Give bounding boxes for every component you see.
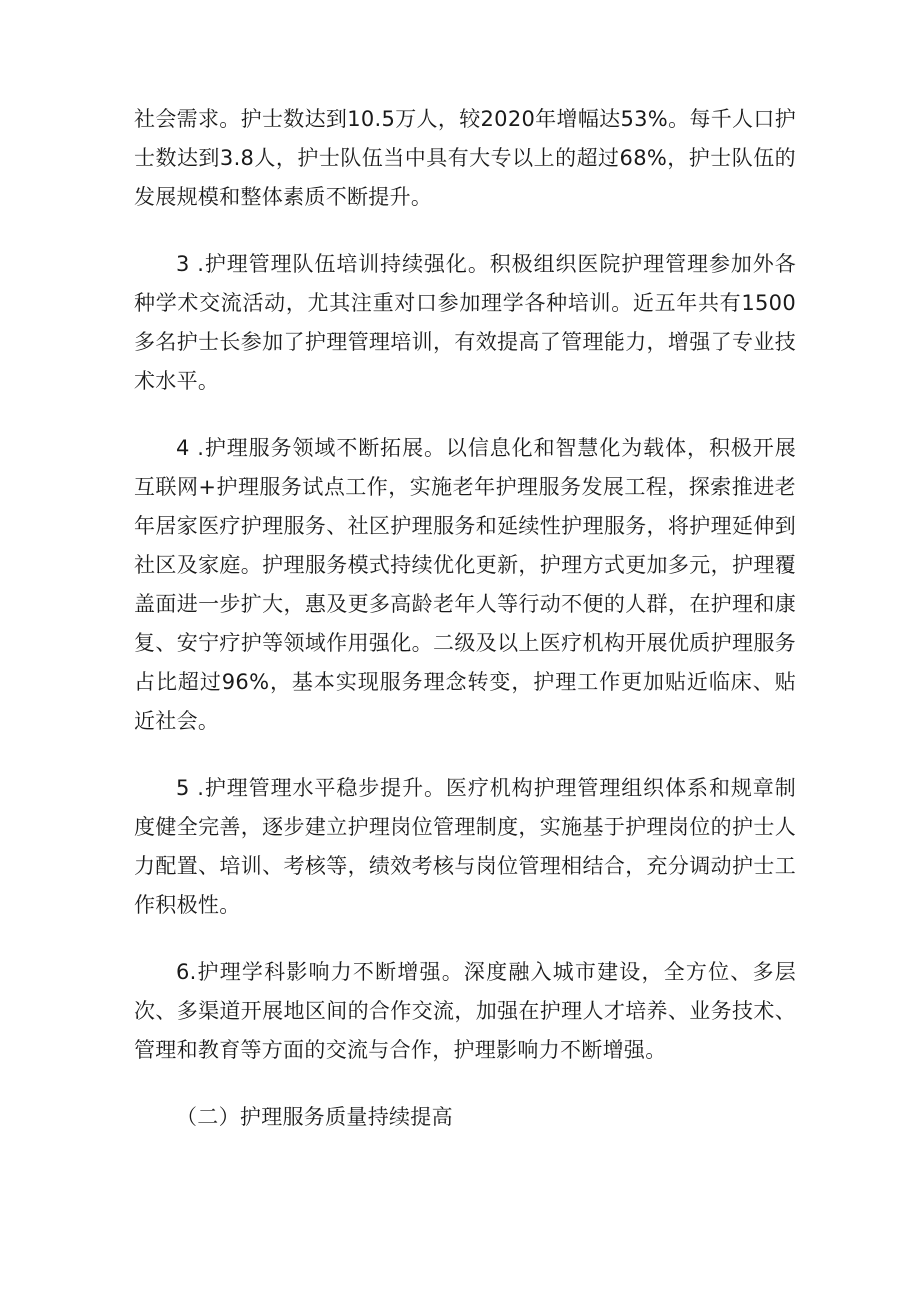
paragraph-service-expansion: 4 .护理服务领域不断拓展。以信息化和智慧化为载体，积极开展互联网+护理服务试点工作，实施老年护理服务发展工程，探索推进老年居家医疗护理服务、社区护理服务和延续性护理服务，将护理延伸到社区及家庭。护理服务模式持续优化更新，护理方式更加多元，护理覆盖面进一步扩大，惠及更多高龄老年人等行动不便的人群，在护理和康复、安宁疗护等领域作用强化。二级及以上医疗机构开展优质护理服务占比超过96%，基本实现服务理念转变，护理工作更加贴近临床、贴近社会。	[134, 436, 796, 733]
paragraph-continuation: 社会需求。护士数达到10.5万人，较2020年增幅达53%。每千人口护士数达到3.8人，护士队伍当中具有大专以上的超过68%，护士队伍的发展规模和整体素质不断提升。	[134, 107, 796, 209]
paragraph-management-level: 5 .护理管理水平稳步提升。医疗机构护理管理组织体系和规章制度健全完善，逐步建立护理岗位管理制度，实施基于护理岗位的护士人力配置、培训、考核等，绩效考核与岗位管理相结合，充分调动护士工作积极性。	[134, 776, 796, 917]
paragraph-discipline-influence: 6.护理学科影响力不断增强。深度融入城市建设，全方位、多层次、多渠道开展地区间的合作交流，加强在护理人才培养、业务技术、管理和教育等方面的交流与合作，护理影响力不断增强。	[134, 960, 796, 1062]
paragraph-management-training: 3 .护理管理队伍培训持续强化。积极组织医院护理管理参加外各种学术交流活动，尤其注重对口参加理学各种培训。近五年共有1500多名护士长参加了护理管理培训，有效提高了管理能力，增强了专业技术水平。	[134, 252, 796, 393]
document-body	[134, 100, 796, 1137]
section-heading: （二）护理服务质量持续提高	[176, 1105, 453, 1129]
